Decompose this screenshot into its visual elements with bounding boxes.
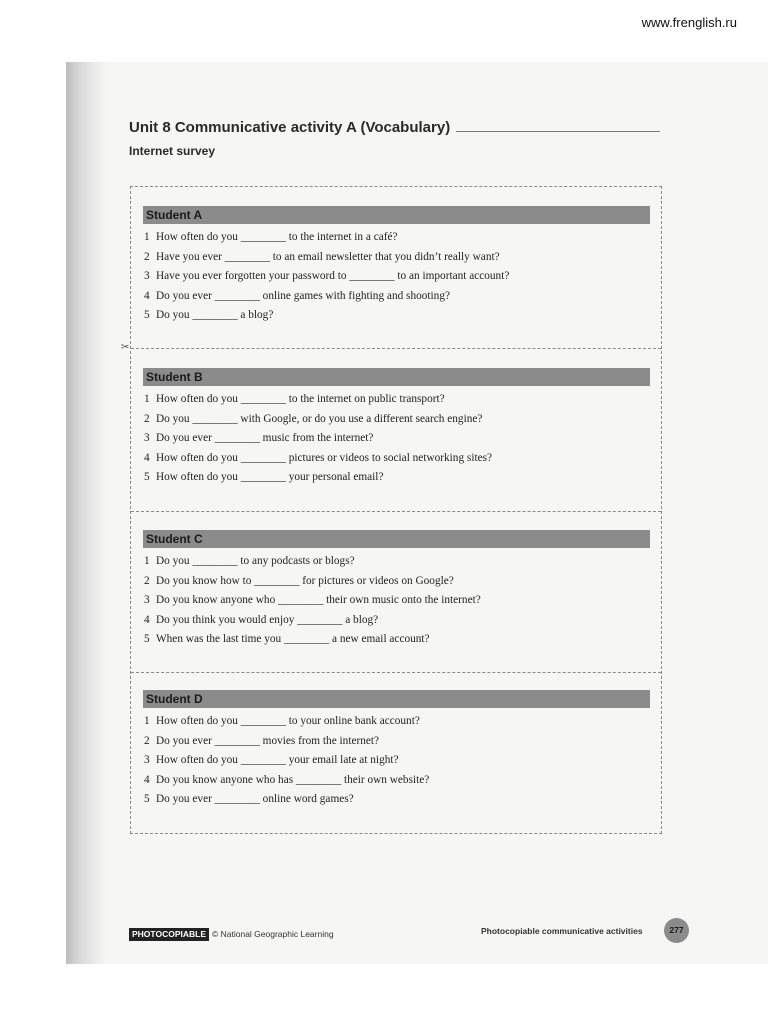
question-text: How often do you ________ your email late at night?: [156, 754, 399, 766]
question-item: [143, 468, 650, 488]
title-rule: [456, 131, 660, 132]
page-subtitle: Internet survey: [129, 144, 216, 158]
question-item: [143, 287, 650, 307]
question-text: How often do you ________ to the internet in a café?: [156, 231, 398, 243]
question-number: 3: [144, 754, 150, 766]
question-number: 1: [144, 555, 150, 567]
question-number: 5: [144, 309, 150, 321]
question-text: Have you ever forgotten your password to ________ to an important account?: [156, 270, 510, 282]
question-number: 5: [144, 633, 150, 645]
question-number: 1: [144, 231, 150, 243]
question-number: 1: [144, 715, 150, 727]
question-number: 4: [144, 451, 150, 464]
section-header: Student D: [143, 690, 650, 708]
question-text: Do you ever ________ online games with fighting and shooting?: [156, 289, 450, 302]
question-item: [143, 630, 650, 650]
question-text: How often do you ________ to your online bank account?: [156, 715, 420, 727]
survey-cards: [130, 186, 662, 834]
question-number: 4: [144, 289, 150, 302]
question-item: [143, 591, 650, 611]
question-text: Do you think you would enjoy ________ a blog?: [156, 613, 379, 626]
question-item: [143, 572, 650, 592]
question-item: [143, 410, 650, 430]
question-text: Do you know anyone who ________ their own music onto the internet?: [156, 594, 481, 606]
section-student-d: [143, 690, 650, 810]
page-number: 277: [664, 918, 689, 943]
question-item: [143, 790, 650, 810]
question-item: [143, 228, 650, 248]
book-spine-shadow: [66, 62, 106, 964]
watermark-url: www.frenglish.ru: [641, 15, 737, 30]
cut-line: [131, 348, 661, 349]
question-item: [143, 771, 650, 791]
question-text: Do you ever ________ movies from the internet?: [156, 734, 380, 747]
question-number: 4: [144, 773, 150, 786]
section-header: Student B: [143, 368, 650, 386]
question-item: [143, 611, 650, 631]
section-student-a: [143, 206, 650, 326]
question-item: [143, 267, 650, 287]
question-text: How often do you ________ your personal email?: [156, 471, 384, 483]
question-item: [143, 712, 650, 732]
question-number: 2: [144, 412, 150, 425]
question-text: Do you ________ to any podcasts or blogs?: [156, 555, 355, 567]
question-text: Do you know anyone who has ________ their own website?: [156, 773, 430, 786]
photocopiable-badge: PHOTOCOPIABLE: [129, 928, 209, 941]
title-row: [129, 119, 660, 136]
question-number: 3: [144, 432, 150, 444]
question-text: Do you ________ with Google, or do you use a different search engine?: [156, 412, 483, 425]
question-item: [143, 449, 650, 469]
question-number: 2: [144, 250, 150, 263]
footer-caption: Photocopiable communicative activities: [481, 926, 643, 936]
section-header: Student A: [143, 206, 650, 224]
question-text: Do you ________ a blog?: [156, 309, 274, 321]
question-number: 3: [144, 270, 150, 282]
question-item: [143, 248, 650, 268]
question-item: [143, 306, 650, 326]
question-number: 3: [144, 594, 150, 606]
question-item: [143, 552, 650, 572]
section-student-b: [143, 368, 650, 488]
question-item: [143, 390, 650, 410]
question-text: Do you ever ________ online word games?: [156, 793, 354, 805]
question-number: 5: [144, 793, 150, 805]
question-text: How often do you ________ pictures or videos to social networking sites?: [156, 451, 493, 464]
question-item: [143, 732, 650, 752]
cut-line: [131, 672, 661, 673]
question-number: 4: [144, 613, 150, 626]
question-text: Do you ever ________ music from the internet?: [156, 432, 374, 444]
cut-line: [131, 511, 661, 512]
scissors-icon: ✂: [121, 342, 130, 353]
section-header: Student C: [143, 530, 650, 548]
footer-copyright: © National Geographic Learning: [212, 929, 334, 939]
question-text: Do you know how to ________ for pictures or videos on Google?: [156, 574, 454, 587]
question-item: [143, 429, 650, 449]
question-text: Have you ever ________ to an email newsletter that you didn’t really want?: [156, 250, 500, 263]
section-student-c: [143, 530, 650, 650]
question-number: 5: [144, 471, 150, 483]
question-item: [143, 751, 650, 771]
question-number: 2: [144, 734, 150, 747]
question-text: When was the last time you ________ a new email account?: [156, 633, 430, 645]
question-text: How often do you ________ to the internet on public transport?: [156, 393, 445, 405]
question-number: 1: [144, 393, 150, 405]
page-title: Unit 8 Communicative activity A (Vocabulary): [129, 119, 451, 136]
question-number: 2: [144, 574, 150, 587]
